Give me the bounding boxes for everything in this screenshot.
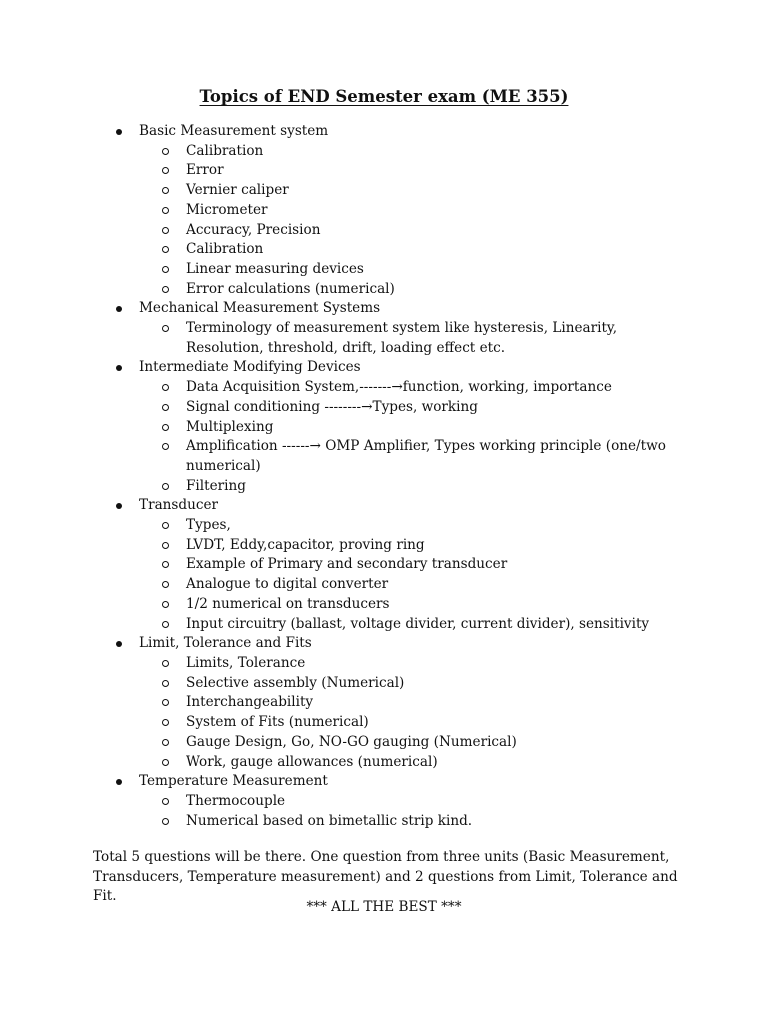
hollow-bullet-icon — [162, 680, 169, 687]
subtopic-item — [0, 319, 768, 358]
subtopic-item — [0, 181, 768, 201]
hollow-bullet-icon — [162, 246, 169, 253]
hollow-bullet-icon — [162, 699, 169, 706]
hollow-bullet-icon — [162, 660, 169, 667]
closing-note: *** ALL THE BEST *** — [306, 899, 462, 915]
subtopic-label: Types, — [186, 517, 231, 534]
subtopic-label: Accuracy, Precision — [186, 221, 321, 238]
subtopic-item — [0, 654, 768, 674]
topic-item — [0, 772, 768, 792]
hollow-bullet-icon — [162, 798, 169, 805]
subtopic-list — [0, 654, 768, 772]
topic-label: Limit, Tolerance and Fits — [139, 635, 312, 652]
topic-label: Basic Measurement system — [139, 123, 329, 139]
hollow-bullet-icon — [162, 483, 169, 490]
document-title: Topics of END Semester exam (ME 355) — [199, 87, 569, 106]
topic-label: Intermediate Modifying Devices — [139, 359, 361, 376]
subtopic-label: Gauge Design, Go, NO-GO gauging (Numerical) — [186, 733, 517, 750]
subtopic-item — [0, 398, 768, 418]
subtopic-item — [0, 437, 768, 476]
exam-summary: Total 5 questions will be there. One question from three units (Basic Measurement, Transducers, Temperature measurement) and 2 questions from Limit, Tolerance and Fit. — [93, 849, 678, 905]
subtopic-item — [0, 674, 768, 694]
topic-label: Transducer — [139, 497, 219, 514]
subtopic-list — [0, 142, 768, 300]
hollow-bullet-icon — [162, 522, 169, 529]
subtopic-item — [0, 575, 768, 595]
subtopic-label: Error calculations (numerical) — [186, 280, 395, 297]
subtopic-list — [0, 378, 768, 496]
hollow-bullet-icon — [162, 404, 169, 411]
subtopic-item — [0, 280, 768, 300]
subtopic-label: Micrometer — [186, 201, 268, 218]
subtopic-label: Example of Primary and secondary transducer — [186, 556, 508, 573]
bullet-icon — [116, 641, 122, 647]
bullet-icon — [116, 365, 122, 371]
topic-list — [0, 122, 768, 831]
hollow-bullet-icon — [162, 148, 169, 155]
subtopic-list — [0, 319, 768, 358]
subtopic-label: Interchangeability — [186, 694, 314, 711]
subtopic-item — [0, 477, 768, 497]
subtopic-label: Thermocouple — [186, 792, 286, 809]
hollow-bullet-icon — [162, 621, 169, 628]
subtopic-item — [0, 260, 768, 280]
hollow-bullet-icon — [162, 286, 169, 293]
subtopic-label: LVDT, Eddy,capacitor, proving ring — [186, 536, 425, 553]
hollow-bullet-icon — [162, 207, 169, 214]
topic-label: Mechanical Measurement Systems — [139, 300, 381, 317]
subtopic-label: Data Acquisition System,-------→function, working, importance — [186, 379, 612, 396]
hollow-bullet-icon — [162, 818, 169, 825]
subtopic-label: Limits, Tolerance — [186, 654, 306, 671]
subtopic-label: Calibration — [186, 142, 264, 159]
subtopic-item — [0, 595, 768, 615]
bullet-icon — [116, 779, 122, 785]
subtopic-item — [0, 221, 768, 241]
subtopic-label: System of Fits (numerical) — [186, 714, 369, 731]
hollow-bullet-icon — [162, 542, 169, 549]
topic-item — [0, 358, 768, 378]
hollow-bullet-icon — [162, 187, 169, 194]
subtopic-item — [0, 142, 768, 162]
hollow-bullet-icon — [162, 227, 169, 234]
subtopic-item — [0, 418, 768, 438]
subtopic-label: Signal conditioning --------→Types, working — [186, 398, 478, 415]
hollow-bullet-icon — [162, 739, 169, 746]
subtopic-label: Error — [186, 162, 224, 179]
topic-item — [0, 496, 768, 516]
bullet-icon — [116, 129, 122, 135]
topic-item — [0, 122, 768, 142]
subtopic-label: Work, gauge allowances (numerical) — [186, 753, 438, 770]
hollow-bullet-icon — [162, 719, 169, 726]
hollow-bullet-icon — [162, 167, 169, 174]
hollow-bullet-icon — [162, 561, 169, 568]
hollow-bullet-icon — [162, 601, 169, 608]
subtopic-item — [0, 713, 768, 733]
subtopic-item — [0, 536, 768, 556]
subtopic-list — [0, 792, 768, 831]
subtopic-label: Selective assembly (Numerical) — [186, 674, 405, 691]
subtopic-label: Filtering — [186, 477, 246, 494]
hollow-bullet-icon — [162, 443, 169, 450]
hollow-bullet-icon — [162, 424, 169, 431]
subtopic-label: Calibration — [186, 241, 264, 258]
subtopic-item — [0, 615, 768, 635]
subtopic-item — [0, 240, 768, 260]
topic-item — [0, 634, 768, 654]
hollow-bullet-icon — [162, 759, 169, 766]
subtopic-item — [0, 792, 768, 812]
subtopic-label: Numerical based on bimetallic strip kind. — [186, 812, 473, 829]
subtopic-item — [0, 753, 768, 773]
subtopic-label: Amplification ------→ OMP Amplifier, Types working principle (one/two numerical) — [186, 438, 666, 474]
subtopic-item — [0, 693, 768, 713]
subtopic-item — [0, 555, 768, 575]
topic-label: Temperature Measurement — [139, 773, 328, 790]
bullet-icon — [116, 306, 122, 312]
hollow-bullet-icon — [162, 384, 169, 391]
subtopic-label: Linear measuring devices — [186, 260, 364, 277]
subtopic-label: Input circuitry (ballast, voltage divider, current divider), sensitivity — [186, 615, 650, 632]
subtopic-item — [0, 201, 768, 221]
subtopic-label: 1/2 numerical on transducers — [186, 595, 390, 612]
subtopic-label: Multiplexing — [186, 418, 274, 435]
hollow-bullet-icon — [162, 581, 169, 588]
hollow-bullet-icon — [162, 325, 169, 332]
subtopic-item — [0, 516, 768, 536]
subtopic-label: Analogue to digital converter — [186, 576, 389, 593]
subtopic-item — [0, 161, 768, 181]
subtopic-label: Vernier caliper — [186, 182, 289, 199]
hollow-bullet-icon — [162, 266, 169, 273]
subtopic-item — [0, 733, 768, 753]
subtopic-item — [0, 812, 768, 832]
subtopic-list — [0, 516, 768, 634]
topic-item — [0, 299, 768, 319]
bullet-icon — [116, 503, 122, 509]
subtopic-label: Terminology of measurement system like hysteresis, Linearity, Resolution, threshold, drift, loading effect etc. — [186, 320, 618, 356]
subtopic-item — [0, 378, 768, 398]
